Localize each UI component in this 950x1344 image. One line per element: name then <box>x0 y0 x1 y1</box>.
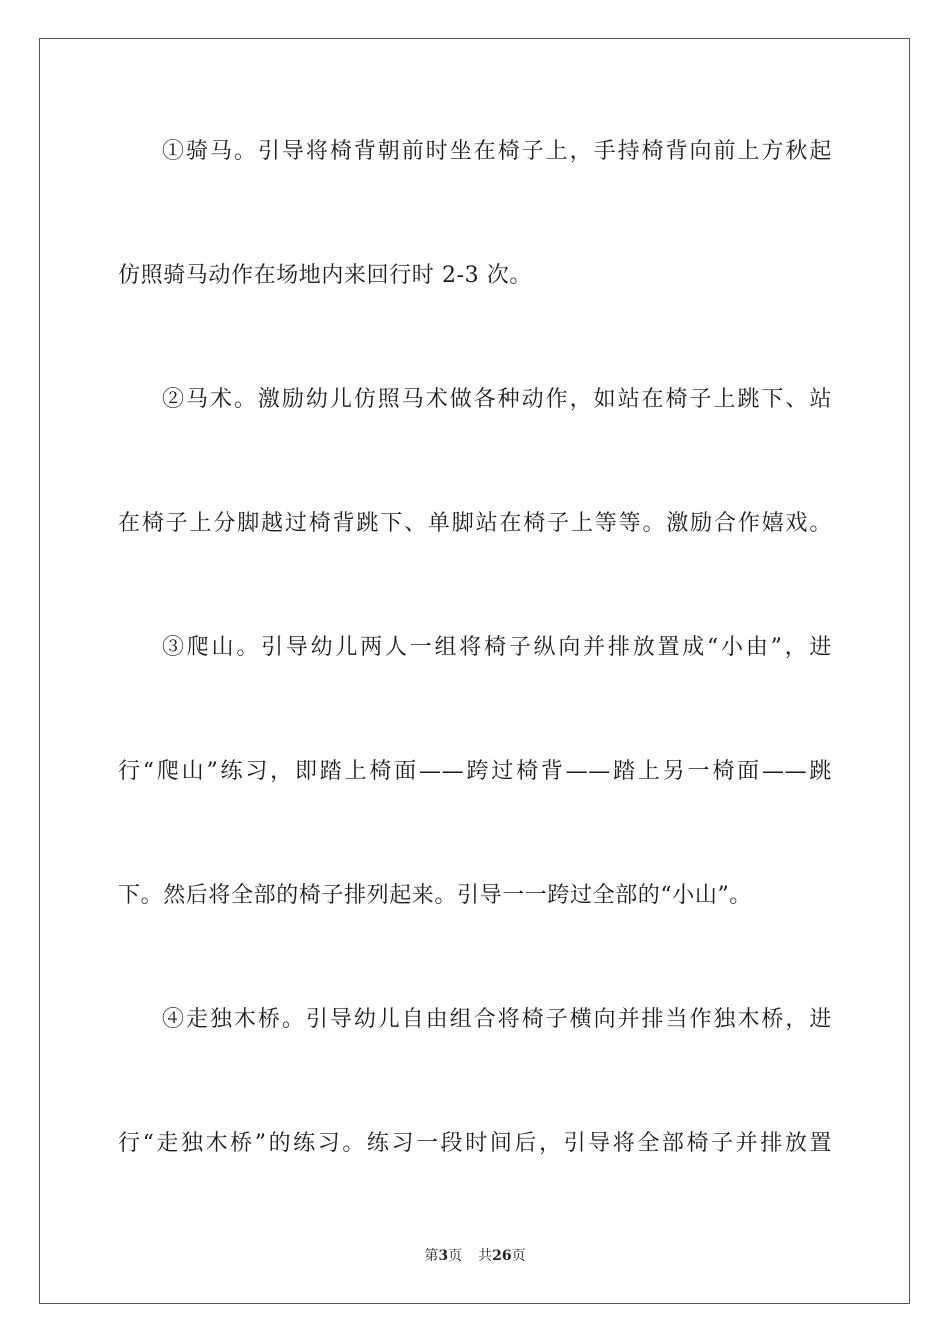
paragraph-1-line-2: 仿照骑马动作在场地内来回行时 2-3 次。 <box>118 263 533 288</box>
paragraph-2-line-1: ②马术。激励幼儿仿照马术做各种动作，如站在椅子上跳下、站 <box>162 387 832 412</box>
total-suffix: 页 <box>511 1248 526 1264</box>
page-prefix: 第 <box>424 1248 439 1264</box>
page-suffix: 页 <box>448 1248 463 1264</box>
paragraph-4-line-1: ④走独木桥。引导幼儿自由组合将椅子横向并排当作独木桥，进 <box>162 1007 832 1032</box>
paragraph-4-line-2: 行“走独木桥”的练习。练习一段时间后，引导将全部椅子并排放置 <box>118 1131 832 1156</box>
paragraph-3-line-3: 下。然后将全部的椅子排列起来。引导一一跨过全部的“小山”。 <box>118 883 752 908</box>
total-pages: 26 <box>492 1248 512 1264</box>
page-number: 3 <box>438 1248 449 1264</box>
page-frame <box>39 38 910 1304</box>
paragraph-1-line-1: ①骑马。引导将椅背朝前时坐在椅子上，手持椅背向前上方秋起 <box>162 139 832 164</box>
paragraph-2-line-2: 在椅子上分脚越过椅背跳下、单脚站在椅子上等等。激励合作嬉戏。 <box>118 511 832 536</box>
paragraph-3-line-1: ③爬山。引导幼儿两人一组将椅子纵向并排放置成“小由”，进 <box>162 635 832 660</box>
page-footer <box>0 1246 950 1266</box>
paragraph-3-line-2: 行“爬山”练习，即踏上椅面——跨过椅背——踏上另一椅面——跳 <box>118 759 832 784</box>
total-prefix: 共 <box>478 1248 493 1264</box>
